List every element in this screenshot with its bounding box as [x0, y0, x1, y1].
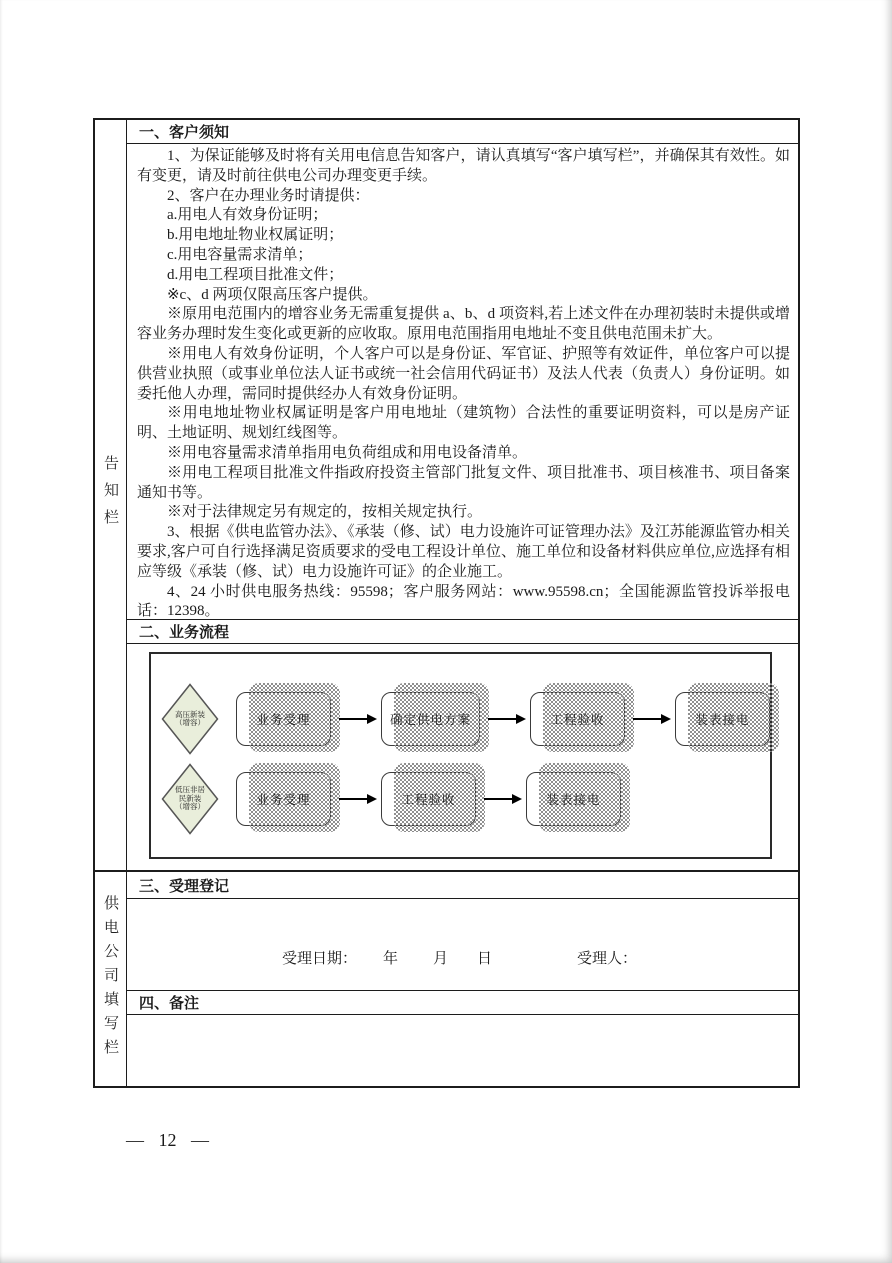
flow-step-meter-connection: 装表接电: [675, 692, 770, 746]
notice-paragraph: ※用电工程项目批准文件指政府投资主管部门批复文件、项目批准书、项目核准书、项目备案通知书等。: [136, 464, 790, 501]
day-label: 日: [477, 951, 493, 967]
flow-step-meter-connection: 装表接电: [526, 772, 621, 826]
section-title-business-process: 二、业务流程: [127, 620, 798, 644]
notice-paragraph: ※原用电范围内的增容业务无需重复提供 a、b、d 项资料,若上述文件在办理初装时未提供或增容业务办理时发生变化或更新的应收取。原用电范围指用电地址不变且供电范围未扩大。: [136, 306, 790, 343]
flow-arrow-icon: [484, 798, 520, 800]
flow-step-acceptance: 业务受理: [236, 772, 331, 826]
flow-row-low-voltage: [161, 770, 770, 828]
page-number: — 12 —: [126, 1130, 209, 1150]
notice-paragraph: ※对于法律规定另有规定的，按相关规定执行。: [166, 504, 482, 521]
flow-row-high-voltage: [161, 690, 770, 748]
customer-notice-body: [127, 144, 798, 620]
year-label: 年: [383, 951, 399, 967]
notice-paragraph: ※用电容量需求清单指用电负荷组成和用电设备清单。: [166, 444, 527, 461]
flow-step-project-inspection: 工程验收: [381, 772, 476, 826]
acceptance-registration-body: [127, 899, 798, 991]
flow-step-acceptance: 业务受理: [236, 692, 331, 746]
notice-paragraph: ※用电地址物业权属证明是客户用电地址（建筑物）合法性的重要证明资料，可以是房产证明、土地证明、规划红线图等。: [136, 405, 790, 442]
notice-paragraph: b.用电地址物业权属证明；: [166, 227, 344, 244]
company-fill-column-label: 供电公司填写栏: [101, 895, 118, 1063]
condition-diamond-text: 高压新装 （增容）: [174, 709, 205, 727]
section-title-acceptance-registration: 三、受理登记: [127, 872, 798, 899]
acceptor-label: 受理人：: [577, 951, 638, 967]
flow-arrow-icon: [488, 718, 524, 720]
side-label-column: [95, 120, 127, 1086]
notice-paragraph: a.用电人有效身份证明；: [166, 207, 328, 224]
notice-paragraph: ※c、d 两项仅限高压客户提供。: [166, 286, 378, 303]
notice-paragraph: c.用电容量需求清单；: [166, 246, 313, 263]
remarks-body: [127, 1015, 798, 1086]
flow-arrow-icon: [633, 718, 669, 720]
business-process-cell: [127, 644, 798, 872]
section-title-customer-notice: 一、客户须知: [127, 120, 798, 144]
month-label: 月: [433, 951, 449, 967]
condition-diamond-low-voltage: [161, 763, 219, 835]
notice-paragraph: d.用电工程项目批准文件；: [166, 266, 344, 283]
flow-step-project-inspection: 工程验收: [530, 692, 625, 746]
flow-step-supply-plan: 确定供电方案: [381, 692, 480, 746]
flow-arrow-icon: [339, 798, 375, 800]
acceptance-date-label: 受理日期：: [281, 951, 357, 967]
application-form-table: [93, 118, 800, 1088]
notice-paragraph: ※用电人有效身份证明，个人客户可以是身份证、军官证、护照等有效证件，单位客户可以提供营业执照（或事业单位法人证书或统一社会信用代码证书）及法人代表（负责人）身份证明。如委托他人办理，需同时提供经办人有效身份证明。: [136, 345, 790, 402]
condition-diamond-high-voltage: [161, 683, 219, 755]
notice-paragraph: 4、24 小时供电服务热线：95598；客户服务网站：www.95598.cn；全国能源监管投诉举报电话：12398。: [136, 583, 790, 620]
form-content-column: [127, 120, 798, 1086]
condition-diamond-text: 低压非居 民新装 （增容）: [174, 785, 205, 812]
flowchart-frame: [149, 652, 772, 859]
notice-paragraph: 1、为保证能够及时将有关用电信息告知客户，请认真填写“客户填写栏”，并确保其有效性。如有变更，请及时前往供电公司办理变更手续。: [136, 148, 790, 184]
notice-paragraph: 3、根据《供电监管办法》、《承装（修、试）电力设施许可证管理办法》及江苏能源监管办相关要求,客户可自行选择满足资质要求的受电工程设计单位、施工单位和设备材料供应单位,应选择有相应等级《承装（修、试）电力设施许可证》的企业施工。: [136, 524, 790, 580]
flow-arrow-icon: [339, 718, 375, 720]
notice-column-cell: [95, 120, 126, 872]
notice-paragraph: 2、客户在办理业务时请提供：: [166, 187, 370, 204]
company-fill-column-cell: [95, 872, 126, 1086]
notice-column-label: 告知栏: [101, 454, 118, 536]
section-title-remarks: 四、备注: [127, 991, 798, 1015]
